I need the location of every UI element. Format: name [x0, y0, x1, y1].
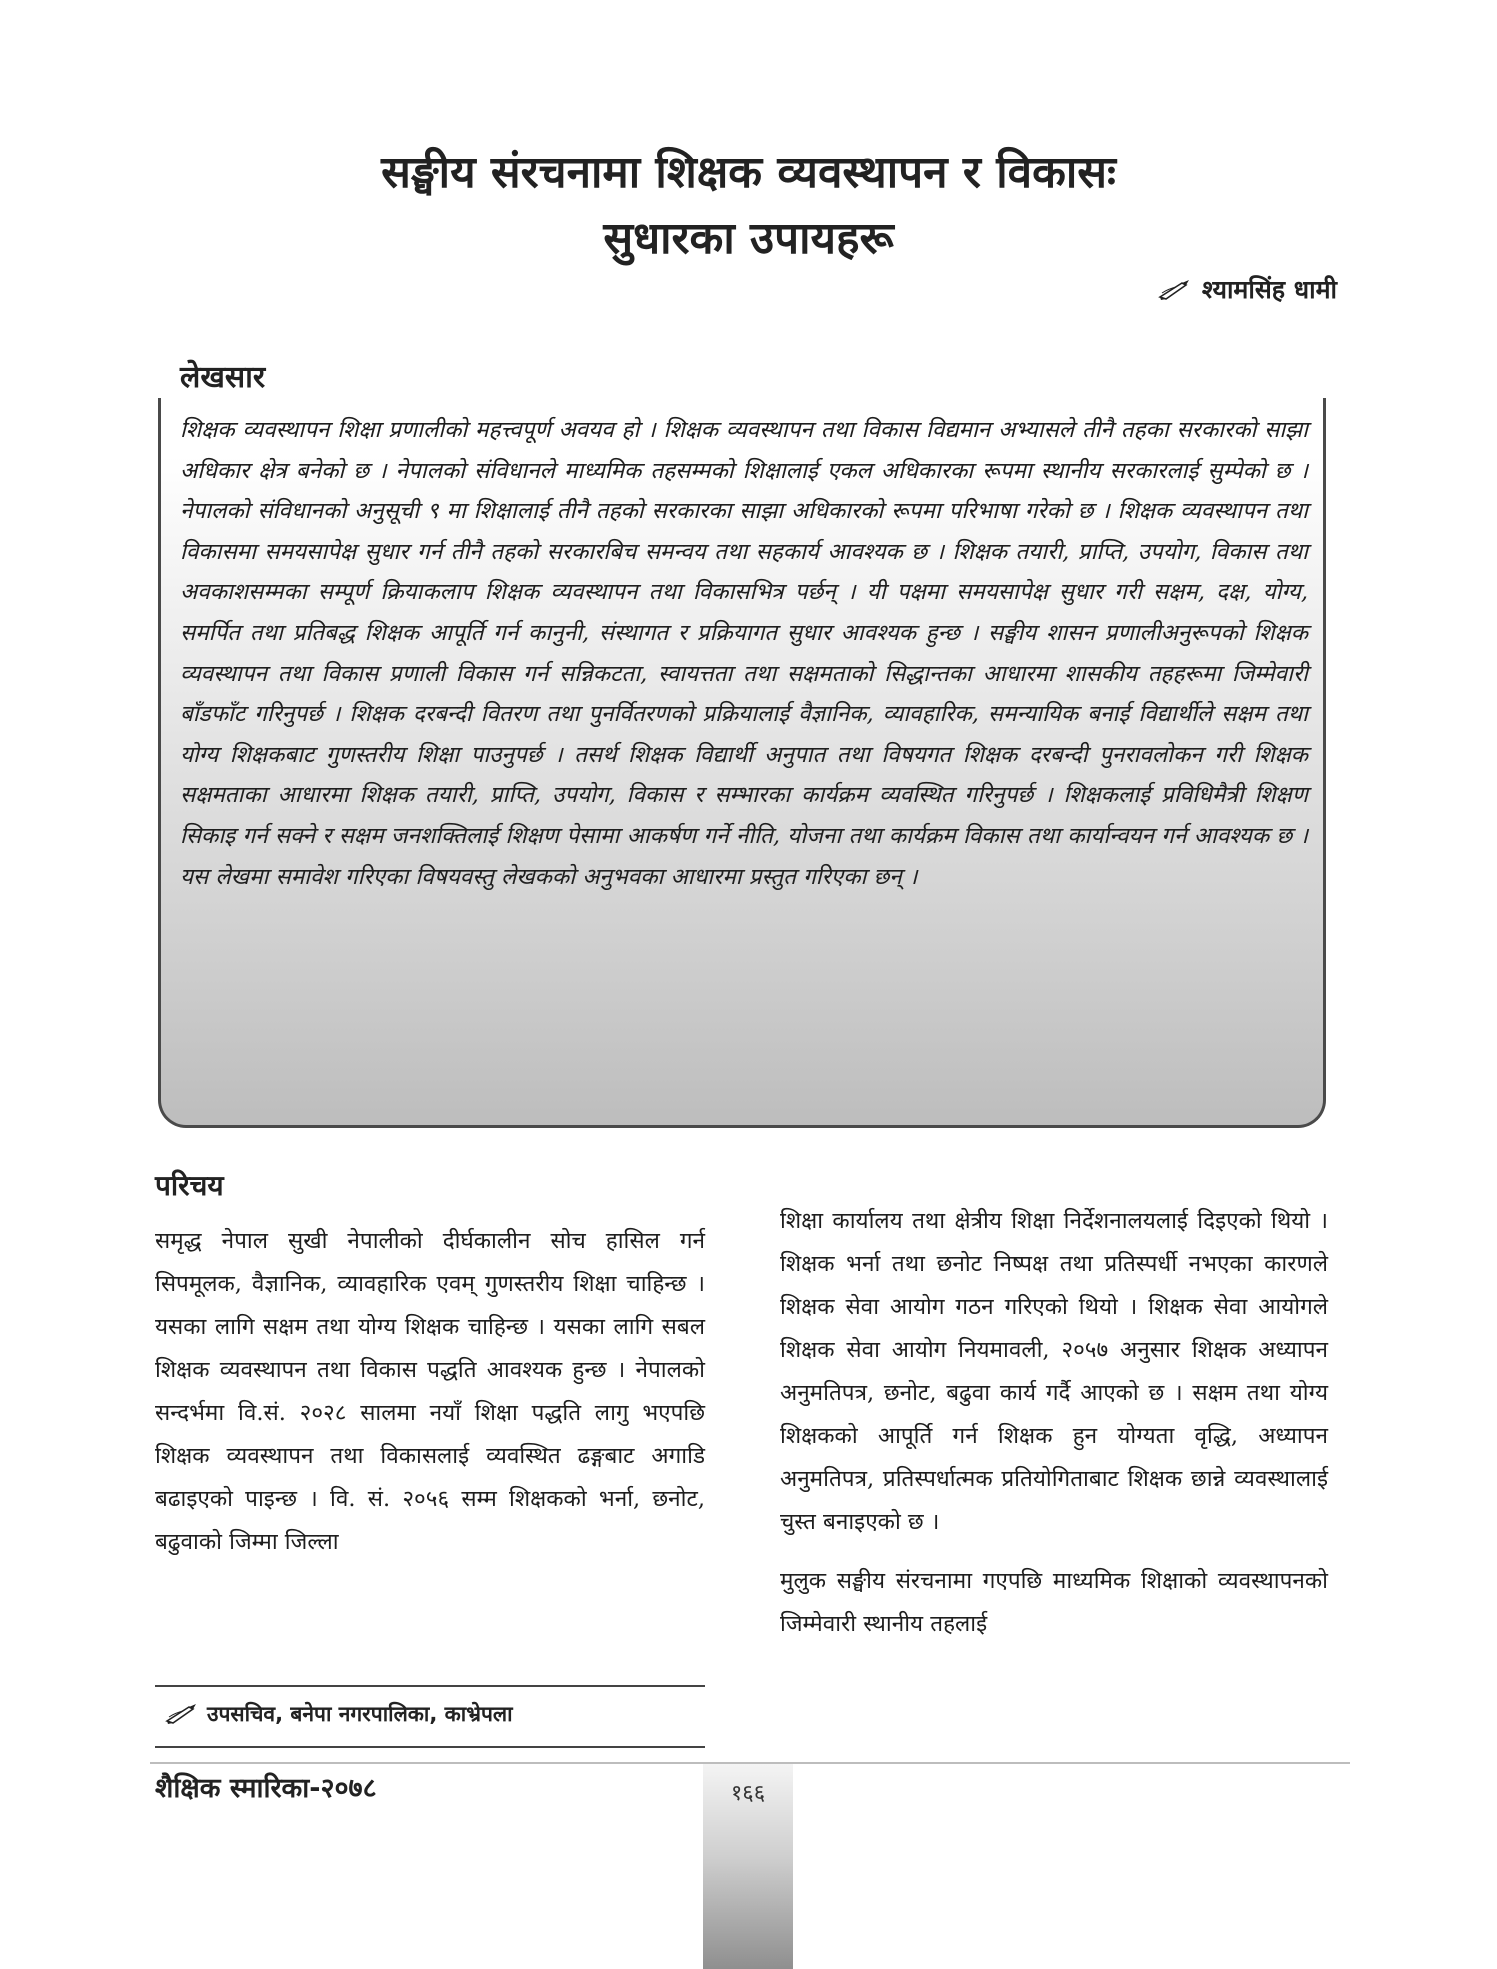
article-title — [180, 140, 1317, 272]
intro-paragraph-3: मुलुक सङ्घीय संरचनामा गएपछि माध्यमिक शिक्षाको व्यवस्थापनको जिम्मेवारी स्थानीय तहलाई — [780, 1568, 1328, 1637]
pen-icon — [1158, 278, 1192, 300]
footnote-text: उपसचिव, बनेपा नगरपालिका, काभ्रेपला — [207, 1702, 513, 1726]
left-column — [155, 1220, 705, 1564]
author-byline — [1158, 272, 1337, 306]
publication-name: शैक्षिक स्मारिका-२०७८ — [155, 1773, 377, 1804]
introduction-heading: परिचय — [155, 1169, 224, 1202]
author-name: श्यामसिंह धामी — [1201, 275, 1337, 304]
footnote-divider-top — [155, 1685, 705, 1687]
abstract-text: शिक्षक व्यवस्थापन शिक्षा प्रणालीको महत्त्वपूर्ण अवयव हो । शिक्षक व्यवस्थापन तथा विकास विद्यमान अभ्यासले तीनै तहका सरकारको साझा अधिकार क्षेत्र बनेको छ । नेपालको संविधानले माध्यमिक तहसम्मको शिक्षालाई एकल अधिकारका रूपमा स्थानीय सरकारलाई सुम्पेको छ । नेपालको संविधानको अनुसूची ९ मा शिक्षालाई तीनै तहको सरकारका साझा अधिकारको रूपमा परिभाषा गरेको छ । शिक्षक व्यवस्थापन तथा विकासमा समयसापेक्ष सुधार गर्न तीनै तहको सरकारबिच समन्वय तथा सहकार्य आवश्यक छ । शिक्षक तयारी, प्राप्ति, उपयोग, विकास तथा अवकाशसम्मका सम्पूर्ण क्रियाकलाप शिक्षक व्यवस्थापन तथा विकासभित्र पर्छन् । यी पक्षमा समयसापेक्ष सुधार गरी सक्षम, दक्ष, योग्य, समर्पित तथा प्रतिबद्ध शिक्षक आपूर्ति गर्न कानुनी, संस्थागत र प्रक्रियागत सुधार आवश्यक हुन्छ । सङ्घीय शासन प्रणालीअनुरूपको शिक्षक व्यवस्थापन तथा विकास प्रणाली विकास गर्न सन्निकटता, स्वायत्तता तथा सक्षमताको सिद्धान्तका आधारमा शासकीय तहहरूमा जिम्मेवारी बाँडफाँट गरिनुपर्छ । शिक्षक दरबन्दी वितरण तथा पुनर्वितरणको प्रक्रियालाई वैज्ञानिक, व्यावहारिक, समन्यायिक बनाई विद्यार्थीले सक्षम तथा योग्य शिक्षकबाट गुणस्तरीय शिक्षा पाउनुपर्छ । तसर्थ शिक्षक विद्यार्थी अनुपात तथा विषयगत शिक्षक दरबन्दी पुनरावलोकन गरी शिक्षक सक्षमताका आधारमा शिक्षक तयारी, प्राप्ति, उपयोग, विकास र सम्भारका कार्यक्रम व्यवस्थित गरिनुपर्छ । शिक्षकलाई प्रविधिमैत्री शिक्षण सिकाइ गर्न सक्ने र सक्षम जनशक्तिलाई शिक्षण पेसामा आकर्षण गर्ने नीति, योजना तथा कार्यक्रम विकास तथा कार्यान्वयन गर्न आवश्यक छ । यस लेखमा समावेश गरिएका विषयवस्तु लेखकको अनुभवका आधारमा प्रस्तुत गरिएका छन् । — [180, 417, 1308, 890]
abstract-heading: लेखसार — [180, 360, 266, 395]
pen-icon — [165, 1703, 199, 1725]
author-footnote — [165, 1700, 513, 1728]
intro-paragraph-2: शिक्षा कार्यालय तथा क्षेत्रीय शिक्षा निर्देशनालयलाई दिइएको थियो । शिक्षक भर्ना तथा छनोट निष्पक्ष तथा प्रतिस्पर्धी नभएका कारणले शिक्षक सेवा आयोग गठन गरिएको थियो । शिक्षक सेवा आयोगले शिक्षक सेवा आयोग नियमावली, २०५७ अनुसार शिक्षक अध्यापन अनुमतिपत्र, छनोट, बढुवा कार्य गर्दै आएको छ । सक्षम तथा योग्य शिक्षकको आपूर्ति गर्न शिक्षक हुन योग्यता वृद्धि, अध्यापन अनुमतिपत्र, प्रतिस्पर्धात्मक प्रतियोगिताबाट शिक्षक छान्ने व्यवस्थालाई चुस्त बनाइएको छ । — [780, 1208, 1328, 1535]
title-line-2: सुधारका उपायहरू — [603, 213, 894, 264]
title-line-1: सङ्घीय संरचनामा शिक्षक व्यवस्थापन र विकासः — [381, 147, 1116, 198]
page-number: १६६ — [730, 1781, 766, 1806]
intro-paragraph-1: समृद्ध नेपाल सुखी नेपालीको दीर्घकालीन सोच हासिल गर्न सिपमूलक, वैज्ञानिक, व्यावहारिक एवम् गुणस्तरीय शिक्षा चाहिन्छ । यसका लागि सक्षम तथा योग्य शिक्षक चाहिन्छ । यसका लागि सबल शिक्षक व्यवस्थापन तथा विकास पद्धति आवश्यक हुन्छ । नेपालको सन्दर्भमा वि.सं. २०२८ सालमा नयाँ शिक्षा पद्धति लागु भएपछि शिक्षक व्यवस्थापन तथा विकासलाई व्यवस्थित ढङ्गबाट अगाडि बढाइएको पाइन्छ । वि. सं. २०५६ सम्म शिक्षकको भर्ना, छनोट, बढुवाको जिम्मा जिल्ला — [155, 1228, 705, 1555]
right-column — [780, 1200, 1328, 1662]
footnote-divider-bottom — [155, 1746, 705, 1748]
